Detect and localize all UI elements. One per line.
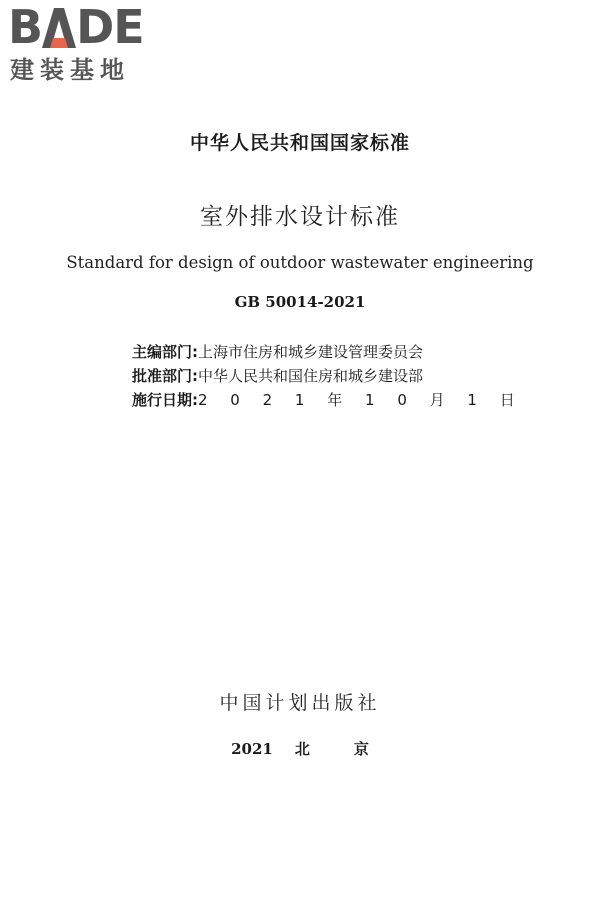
imprint-city-part: 京 [353, 740, 369, 758]
logo-letter-a-icon [42, 4, 76, 50]
meta-value: 中华人民共和国住房和城乡建设部 [198, 367, 424, 385]
meta-label: 批准部门: [132, 367, 198, 385]
logo-letters-de: DE [76, 0, 144, 54]
meta-block [132, 340, 524, 412]
imprint-line [0, 738, 600, 759]
meta-row-editor [132, 340, 524, 364]
meta-value: 上海市住房和城乡建设管理委员会 [198, 343, 424, 361]
bade-logo [8, 0, 178, 88]
issuer-heading: 中华人民共和国国家标准 [189, 132, 410, 154]
meta-label: 主编部门: [132, 343, 198, 361]
logo-chinese-name: 建装基地 [10, 56, 130, 84]
meta-row-effective-date [132, 388, 524, 412]
meta-label: 施行日期: [132, 391, 198, 409]
publisher-name: 中国计划出版社 [219, 692, 381, 714]
title-english: Standard for design of outdoor wastewater engineering [66, 253, 534, 272]
meta-value: 2 0 2 1 年 1 0 月 1 日 [198, 391, 524, 409]
title-chinese: 室外排水设计标准 [200, 204, 400, 230]
imprint-city-part: 北 [294, 740, 310, 758]
standard-code: GB 50014-2021 [234, 293, 366, 311]
logo-letter-b: B [8, 0, 43, 54]
imprint-year: 2021 [231, 740, 273, 758]
logo-wordmark [8, 0, 144, 54]
meta-row-approver [132, 364, 524, 388]
